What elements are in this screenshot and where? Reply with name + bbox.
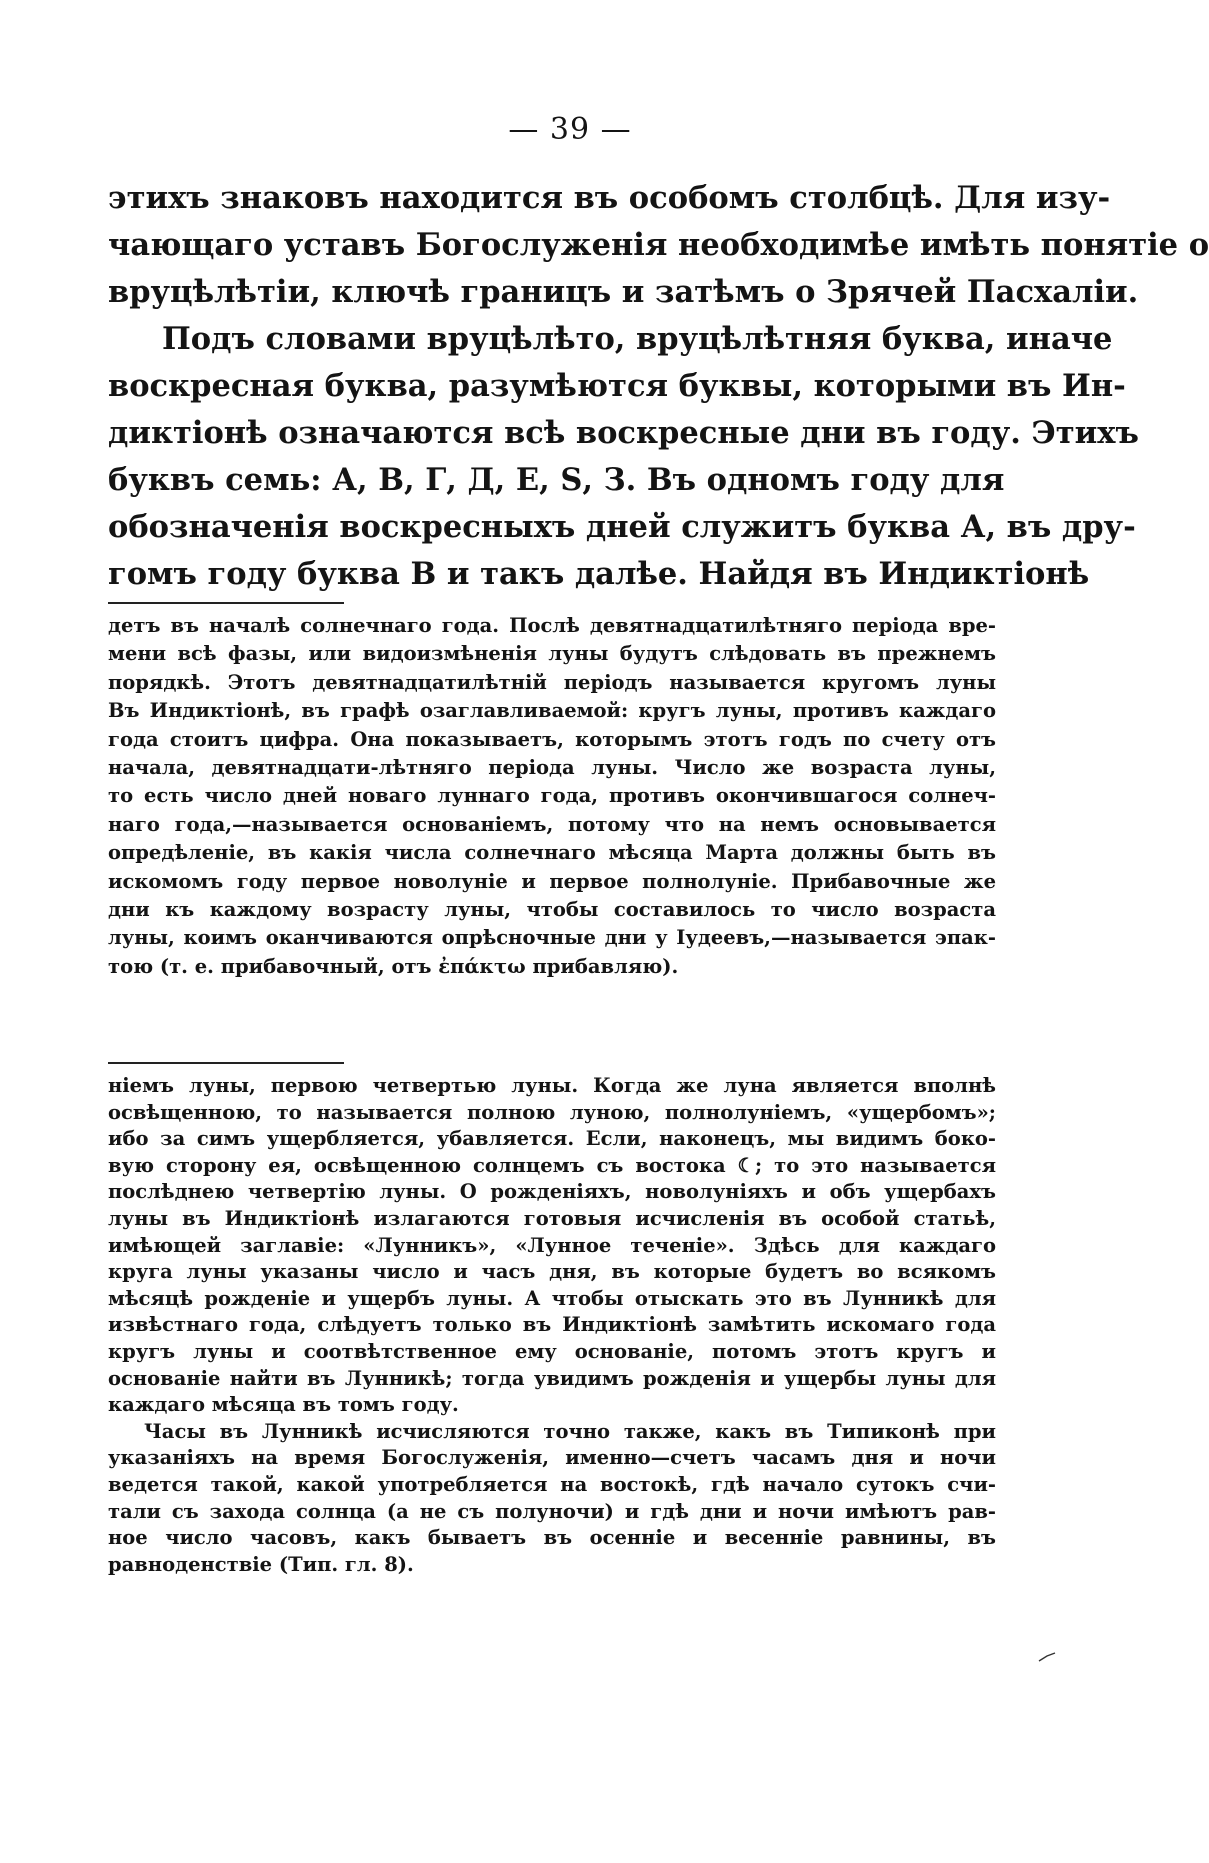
footnote-line: года стоитъ цифра. Она показываетъ, которымъ этотъ годъ по счету отъ (108, 727, 996, 751)
footnote-line: ніемъ луны, первою четвертью луны. Когда же луна является вполнѣ (108, 1074, 996, 1097)
footnote-line: круга луны указаны число и часъ дня, въ которые будетъ во всякомъ (108, 1260, 996, 1284)
page-number: — 39 — (508, 112, 632, 147)
footnote-block-2 (108, 1073, 996, 1578)
footnote-line: ведется такой, какой употребляется на востокѣ, гдѣ начало сутокъ счи- (108, 1472, 996, 1496)
footnote-line: начала, девятнадцати-лѣтняго періода луны. Число же возраста луны, (108, 755, 996, 779)
main-text-block (108, 175, 1209, 598)
footnote-line: искомомъ году первое новолуніе и первое полнолуніе. Прибавочные же (108, 869, 996, 893)
footnote-line: детъ въ началѣ солнечнаго года. Послѣ девятнадцатилѣтняго періода вре- (108, 614, 996, 637)
main-text-line: Подъ словами вруцѣлѣто, вруцѣлѣтняя буква, иначе (162, 321, 1113, 357)
footnote-line: извѣстнаго года, слѣдуетъ только въ Индиктіонѣ замѣтить искомаго года (108, 1313, 996, 1337)
footnote-divider (108, 1062, 344, 1064)
footnote-line: имѣющей заглавіе: «Лунникъ», «Лунное теченіе». Здѣсь для каждаго (108, 1233, 996, 1257)
footnote-line: основаніе найти въ Лунникѣ; тогда увидимъ рожденія и ущербы луны для (108, 1366, 996, 1390)
footnote-line: тали съ захода солнца (а не съ полуночи) и гдѣ дни и ночи имѣютъ рав- (108, 1499, 996, 1523)
footnote-line: мени всѣ фазы, или видоизмѣненія луны будутъ слѣдовать въ прежнемъ (108, 642, 996, 666)
footnote-line: освѣщенною, то называется полною луною, полнолуніемъ, «ущербомъ»; (108, 1100, 996, 1124)
footnote-line: указаніяхъ на время Богослуженія, именно—счетъ часамъ дня и ночи (108, 1446, 996, 1470)
footnote-line: дни къ каждому возрасту луны, чтобы составилось то число возраста (108, 897, 996, 921)
main-text-line: буквъ семь: А, В, Г, Д, Е, Ѕ, З. Въ одномъ году для (108, 462, 1005, 498)
main-text-line: гомъ году буква В и такъ далѣе. Найдя въ Индиктіонѣ (108, 556, 1090, 592)
main-text-line: вруцѣлѣтіи, ключѣ границъ и затѣмъ о Зрячей Пасхаліи. (108, 274, 1139, 310)
footnote-line: ное число часовъ, какъ бываетъ въ осенніе и весенніе равнины, въ (108, 1526, 996, 1550)
main-text-line: обозначенія воскресныхъ дней служитъ буква А, въ дру- (108, 509, 1136, 545)
main-text-line: воскресная буква, разумѣются буквы, которыми въ Ин- (108, 368, 1126, 404)
pencil-mark-icon (1038, 1652, 1056, 1662)
footnote-line: вую сторону ея, освѣщенною солнцемъ съ востока ☾; то это называется (108, 1153, 996, 1177)
footnote-line: Въ Индиктіонѣ, въ графѣ озаглавливаемой: кругъ луны, противъ каждаго (108, 699, 996, 723)
main-text-line: диктіонѣ означаются всѣ воскресные дни въ году. Этихъ (108, 415, 1139, 451)
footnote-block-1 (108, 612, 996, 981)
footnote-divider (108, 602, 344, 604)
footnote-line: мѣсяцѣ рожденіе и ущербъ луны. А чтобы отыскать это въ Лунникѣ для (108, 1286, 996, 1310)
footnote-line: ибо за симъ ущербляется, убавляется. Если, наконецъ, мы видимъ боко- (108, 1127, 996, 1151)
footnote-line: каждаго мѣсяца въ томъ году. (108, 1393, 459, 1417)
footnote-line: луны въ Индиктіонѣ излагаются готовыя исчисленія въ особой статьѣ, (108, 1206, 996, 1230)
footnote-line: луны, коимъ оканчиваются опрѣсночные дни у Іудеевъ,—называется эпак- (108, 926, 996, 950)
main-text-line: этихъ знаковъ находится въ особомъ столбцѣ. Для изу- (108, 180, 1111, 216)
footnote-line: порядкѣ. Этотъ девятнадцатилѣтній періодъ называется кругомъ луны (108, 670, 996, 694)
footnote-line: опредѣленіе, въ какія числа солнечнаго мѣсяца Марта должны быть въ (108, 841, 996, 865)
footnote-line: тою (т. е. прибавочный, отъ ἐπάκτω прибавляю). (108, 954, 679, 978)
footnote-line: равноденствіе (Тип. гл. 8). (108, 1552, 414, 1576)
main-text-line: чающаго уставъ Богослуженія необходимѣе имѣть понятіе о (108, 227, 1209, 263)
footnote-line: послѣднею четвертію луны. О рожденіяхъ, новолуніяхъ и объ ущербахъ (108, 1180, 996, 1204)
footnote-line: кругъ луны и соотвѣтственное ему основаніе, потомъ этотъ кругъ и (108, 1339, 996, 1363)
footnote-line: то есть число дней новаго луннаго года, противъ окончившагося солнеч- (108, 784, 996, 808)
footnote-line: Часы въ Лунникѣ исчисляются точно также, какъ въ Типиконѣ при (144, 1419, 996, 1443)
footnote-line: наго года,—называется основаніемъ, потому что на немъ основывается (108, 812, 996, 836)
